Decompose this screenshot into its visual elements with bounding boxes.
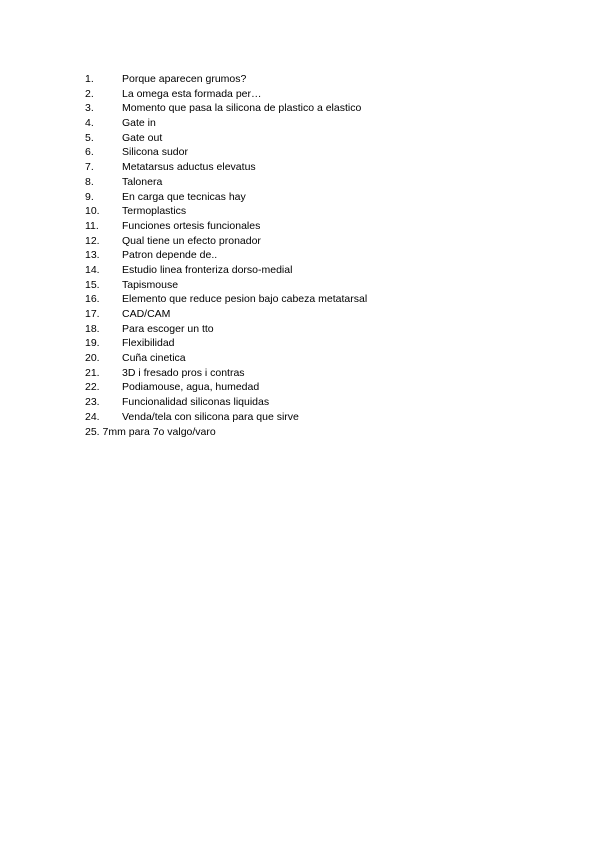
list-item — [85, 248, 216, 263]
item-number: 18. — [85, 322, 100, 335]
item-number: 6. — [85, 146, 94, 159]
list-item — [85, 190, 246, 205]
list-item — [85, 336, 216, 351]
list-item — [85, 175, 216, 190]
item-text: Gate out — [122, 131, 163, 144]
list-item — [85, 116, 216, 131]
list-item — [85, 263, 293, 278]
item-text: Metatarsus aductus elevatus — [122, 161, 256, 174]
list-item — [85, 145, 216, 160]
list-item — [85, 292, 368, 307]
item-text: Funcionalidad siliconas liquidas — [122, 396, 270, 409]
last-line-text: 25. 7mm para 7o valgo/varo — [85, 425, 216, 438]
item-number: 8. — [85, 175, 94, 188]
item-text: Estudio linea fronteriza dorso-medial — [122, 263, 293, 276]
item-text: Termoplastics — [122, 205, 187, 218]
item-number: 1. — [85, 73, 94, 85]
list-item — [85, 351, 216, 366]
item-text: Flexibilidad — [122, 337, 175, 350]
item-text: Funciones ortesis funcionales — [122, 219, 261, 232]
item-text: Silicona sudor — [122, 146, 188, 159]
list-item — [85, 219, 261, 234]
item-number: 9. — [85, 190, 94, 203]
list-item — [85, 101, 362, 116]
item-text: Talonera — [122, 175, 163, 188]
item-text: Porque aparecen grumos? — [122, 73, 247, 85]
list-item — [85, 410, 299, 425]
item-text: Cuña cinetica — [122, 352, 186, 365]
item-text: Qual tiene un efecto pronador — [122, 234, 261, 247]
list-item — [85, 278, 216, 293]
item-text: Elemento que reduce pesion bajo cabeza metatarsal — [122, 293, 368, 306]
list-item — [85, 87, 262, 102]
item-number: 17. — [85, 308, 100, 320]
item-number: 11. — [85, 219, 99, 232]
item-number: 19. — [85, 337, 100, 350]
list-item — [85, 380, 260, 395]
item-number: 14. — [85, 263, 100, 276]
item-number: 3. — [85, 102, 94, 115]
list-item — [85, 204, 216, 219]
item-text: La omega esta formada per… — [122, 87, 262, 100]
list-item — [85, 72, 247, 87]
item-number: 7. — [85, 161, 94, 174]
item-number: 12. — [85, 234, 100, 247]
item-number: 2. — [85, 87, 94, 100]
item-number: 23. — [85, 396, 100, 409]
list-item — [85, 322, 216, 337]
item-number: 16. — [85, 293, 100, 306]
list-item — [85, 131, 216, 146]
item-text: Gate in — [122, 117, 156, 130]
list-item — [85, 307, 216, 322]
item-number: 21. — [85, 366, 100, 379]
question-list — [85, 72, 368, 439]
item-number: 10. — [85, 205, 100, 218]
item-text: Venda/tela con silicona para que sirve — [122, 410, 299, 423]
item-number: 5. — [85, 131, 94, 144]
list-item — [85, 366, 245, 381]
item-text: Momento que pasa la silicona de plastico a elastico — [122, 102, 362, 115]
item-number: 4. — [85, 117, 94, 130]
list-item — [85, 160, 256, 175]
item-number: 20. — [85, 352, 100, 365]
item-text: En carga que tecnicas hay — [122, 190, 246, 203]
item-number: 22. — [85, 381, 100, 394]
list-item — [85, 234, 261, 249]
item-number: 24. — [85, 410, 100, 423]
item-text: Patron depende de.. — [122, 249, 218, 262]
item-text: 3D i fresado pros i contras — [122, 366, 245, 379]
item-text: CAD/CAM — [122, 308, 171, 320]
item-text: Para escoger un tto — [122, 322, 214, 335]
item-number: 13. — [85, 249, 100, 262]
list-item — [85, 395, 270, 410]
item-text: Tapismouse — [122, 278, 179, 291]
item-text: Podiamouse, agua, humedad — [122, 381, 260, 394]
item-number: 15. — [85, 278, 100, 291]
